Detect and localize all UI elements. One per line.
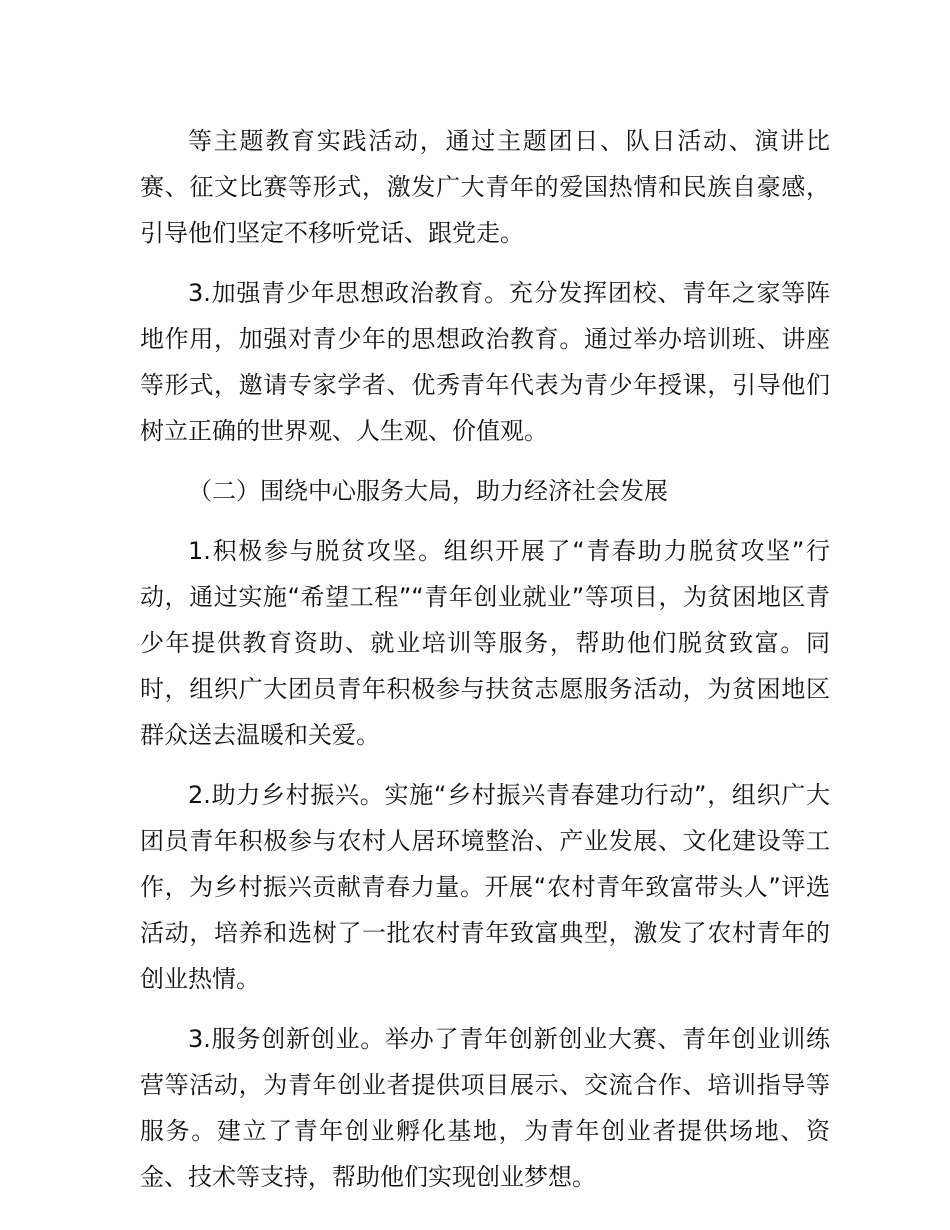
section-heading-serve-development: （二）围绕中心服务大局，助力经济社会发展 <box>188 477 668 505</box>
paragraph-innovation-entrepreneurship: 3.服务创新创业。举办了青年创新创业大赛、青年创业训练营等活动，为青年创业者提供项目展示、交流合作、培训指导等服务。建立了青年创业孵化基地，为青年创业者提供场地、资金、技术等支持，帮助他们实现创业梦想。 <box>140 1025 830 1191</box>
document-body <box>140 118 830 1200</box>
paragraph-youth-ideological-education: 3.加强青少年思想政治教育。充分发挥团校、青年之家等阵地作用，加强对青少年的思想政治教育。通过举办培训班、讲座等形式，邀请专家学者、优秀青年代表为青少年授课，引导他们树立正确的世界观、人生观、价值观。 <box>140 279 830 445</box>
paragraph-poverty-alleviation: 1.积极参与脱贫攻坚。组织开展了“青春助力脱贫攻坚”行动，通过实施“希望工程”“青年创业就业”等项目，为贫困地区青少年提供教育资助、就业培训等服务，帮助他们脱贫致富。同时，组织广大团员青年积极参与扶贫志愿服务活动，为贫困地区群众送去温暖和关爱。 <box>140 537 830 749</box>
paragraph-rural-revitalization: 2.助力乡村振兴。实施“乡村振兴青春建功行动”，组织广大团员青年积极参与农村人居环境整治、产业发展、文化建设等工作，为乡村振兴贡献青春力量。开展“农村青年致富带头人”评选活动，培养和选树了一批农村青年致富典型，激发了农村青年的创业热情。 <box>140 781 830 993</box>
paragraph-patriotic-activities: 等主题教育实践活动，通过主题团日、队日活动、演讲比赛、征文比赛等形式，激发广大青年的爱国热情和民族自豪感，引导他们坚定不移听党话、跟党走。 <box>140 127 830 247</box>
